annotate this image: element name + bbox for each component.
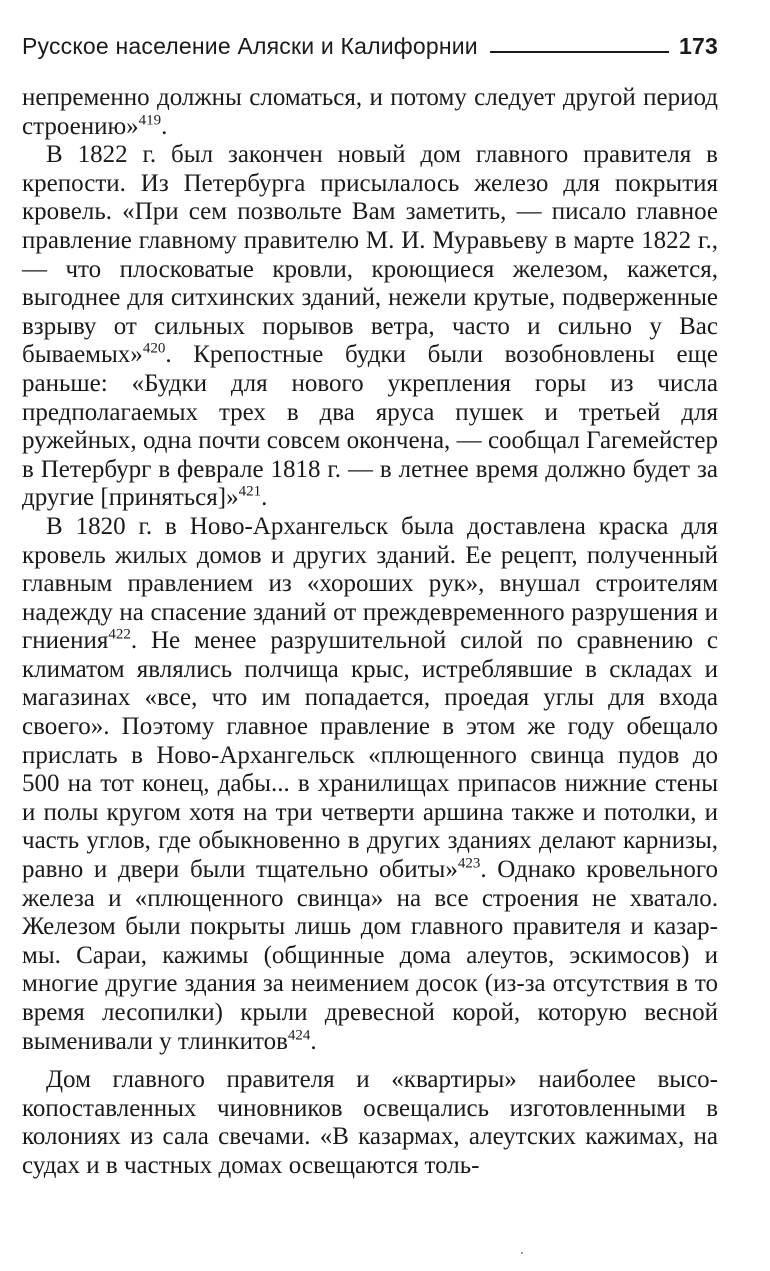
- scan-speck: [521, 1252, 523, 1254]
- paragraph: непременно должны сломаться, и потому следует другой период строению»$^{419}$.: [22, 84, 718, 140]
- footnote-ref: 424: [287, 1027, 311, 1044]
- paragraph: В 1822 г. был закончен новый дом главного правителя в крепости. Из Петербурга присылалось железо для покрытия кровель. «При сем позвольте Вам заметить, — писало главное правление главному правителю М. И. Муравьеву в марте 1822 г., — что плосковатые кровли, кроющиеся железом, кажется, выгоднее для ситхинских зданий, нежели крутые, подверженные взрыву от сильных порывов ветра, часто и сильно у Вас бываемых»$^{420}$. Крепостные будки были возобновлены еще раньше: «Будки для нового укрепления горы из числа предполагаемых трех в два яруса пушек и третьей для ружейных, одна почти совсем окончена, — сообщал Гагемейстер в Петербург в феврале 1818 г. — в летнее время должно будет за другие [приняться]»$^{421}$.: [22, 141, 718, 512]
- running-title: Русское население Аляски и Калифорнии: [22, 33, 478, 59]
- body-text: [22, 84, 718, 1181]
- footnote-ref: 420: [142, 341, 166, 358]
- paragraph: Дом главного правителя и «квартиры» наиболее высокопоставленных чиновников освещались изготовленными в колониях из сала свечами. «В казармах, алеутских кажимах, на судах и в частных домах освещаются толь-: [22, 1066, 718, 1179]
- footnote-ref: 422: [108, 626, 131, 643]
- paragraph: В 1820 г. в Ново-Архангельск была доставлена краска для кровель жилых домов и других зданий. Ее рецепт, полученный главным правлением из «хороших рук», внушал строителям надежду на спасение зданий от преждевременного разрушения и гниения$^{422}$. Не менее разрушительной силой по сравнению с климатом являлись полчища крыс, истреблявшие в складах и магазинах «все, что им попадается, проедая углы для входа своего». Поэтому главное правление в этом же году обещало прислать в Ново-Архангельск «плющенного свинца пудов до 500 на тот конец, дабы... в хранилищах припасов нижние стены и полы кругом хотя на три четверти аршина также и потолки, и часть углов, где обыкновенно в других зданиях делают карнизы, равно и двери были тщательно обиты»$^{423}$. Однако кровельного железа и «плющенного свинца» на все строения не хватало. Железом были покрыты лишь дом главного правителя и казармы. Сараи, кажимы (общинные дома алеутов, эскимосов) и многие другие здания за неимением досок (из-за отсутствия в то время лесопилки) крыли древесной корой, которую весной выменивали у тлинкитов$^{424}$.: [22, 512, 718, 1055]
- header-rule: [490, 51, 669, 53]
- footnote-ref: 423: [457, 855, 481, 872]
- page-number: 173: [679, 33, 718, 59]
- footnote-ref: 419: [138, 112, 162, 129]
- footnote-ref: 421: [238, 483, 262, 500]
- running-head: [22, 26, 718, 60]
